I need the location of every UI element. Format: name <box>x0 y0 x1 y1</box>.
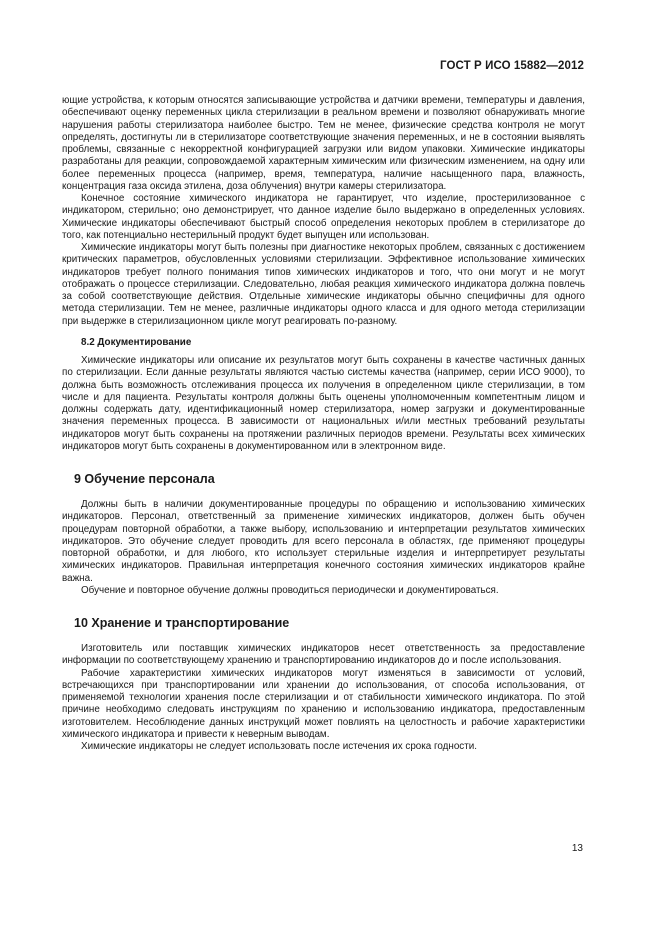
paragraph: ющие устройства, к которым относятся записывающие устройства и датчики времени, температуры и давления, обеспечивают оценку переменных цикла стерилизации в реальном времени и позволяют обнаруживать многие нарушения работы стерилизатора наиболее быстро. Тем не менее, физические средства контроля не могут определять, достигнуты ли в стерилизаторе соответствующие значения переменных, и не в состоянии выявлять проблемы, связанные с некорректной конфигурацией загрузки или видом упаковки. Химические индикаторы разработаны для реакции, сопровождаемой характерным химическим или физическим изменением, на одну или более переменных процесса (например, время, температура, наличие насыщенного пара, влажность, концентрация газа оксида этилена, доза облучения) внутри камеры стерилизатора. <box>62 95 585 192</box>
section-heading-storage: 10 Хранение и транспортирование <box>74 616 290 630</box>
paragraph: Химические индикаторы могут быть полезны при диагностике некоторых проблем, связанных с достижением критических параметров, обусловленных условиями стерилизации. Эффективное использование химических индикаторов требует полного понимания типов химических индикаторов и того, что они могут и не могут отображать о процессе стерилизации. Следовательно, любая реакция химического индикатора должна повлечь за собой соответствующие действия. Отдельные химические индикаторы обычно специфичны для одного метода стерилизации. Тем не менее, различные индикаторы одного класса и для одного метода стерилизации при выдержке в стерилизационном цикле могут реагировать по-разному. <box>62 242 585 327</box>
paragraph: Химические индикаторы или описание их результатов могут быть сохранены в качестве частичных данных по стерилизации. Если данные результаты являются частью системы качества (например, серии ИСО 9000), то должна быть возможность отслеживания процесса их получения в определенном цикле стерилизации, в том числе и для пациента. Результаты контроля должны быть оценены уполномоченным компетентным лицом и должны содержать дату, идентификационный номер стерилизатора, номер загрузки и документированные значения переменных процесса. В зависимости от национальных и/или местных требований результаты индикаторов могут быть сохранены на протяжении различных периодов времени. Результаты всех химических индикаторов могут быть сохранены в документированном или в электронном виде. <box>62 355 585 452</box>
subsection-heading-documentation: 8.2 Документирование <box>81 336 192 348</box>
paragraph: Должны быть в наличии документированные процедуры по обращению и использованию химических индикаторов. Персонал, ответственный за применение химических индикаторов, должен быть обучен процедурам повторной обработки, а также выбору, использованию и интерпретации результатов химических индикаторов. Это обучение следует проводить для всего персонала в областях, где применяют процедуры повторной обработки, и для любого, кто использует стерильные изделия и интерпретирует результаты химических индикаторов. Правильная интерпретация конечного состояния химических индикаторов крайне важна. <box>62 499 585 584</box>
section-heading-training: 9 Обучение персонала <box>74 472 215 486</box>
paragraph: Обучение и повторное обучение должны проводиться периодически и документироваться. <box>81 584 499 596</box>
paragraph: Конечное состояние химического индикатора не гарантирует, что изделие, простерилизованное с индикатором, стерильно; оно демонстрирует, что данное изделие было выдержано в определенных условиях. Химические индикаторы обеспечивают быстрый способ определения некоторых проблем в стерилизаторе до того, как потенциально нестерильный продукт будет выпущен или использован. <box>62 193 585 241</box>
paragraph: Изготовитель или поставщик химических индикаторов несет ответственность за предоставление информации по соответствующему хранению и транспортированию индикаторов до и после использования. <box>62 643 585 667</box>
paragraph: Рабочие характеристики химических индикаторов могут изменяться в зависимости от условий, встречающихся при транспортировании или хранении до использования, от способа использования, от применяемой технологии хранения после стерилизации и от стабильности химического индикатора. По этой причине необходимо следовать инструкциям по хранению и использованию индикатора, предоставленным изготовителем. Несоблюдение данных инструкций может повлиять на целостность и рабочие характеристики химического индикатора и привести к неверным выводам. <box>62 667 585 740</box>
page-number: 13 <box>571 843 583 854</box>
paragraph: Химические индикаторы не следует использовать после истечения их срока годности. <box>81 741 477 752</box>
document-body <box>62 95 585 753</box>
document-code-header: ГОСТ Р ИСО 15882—2012 <box>439 60 584 72</box>
